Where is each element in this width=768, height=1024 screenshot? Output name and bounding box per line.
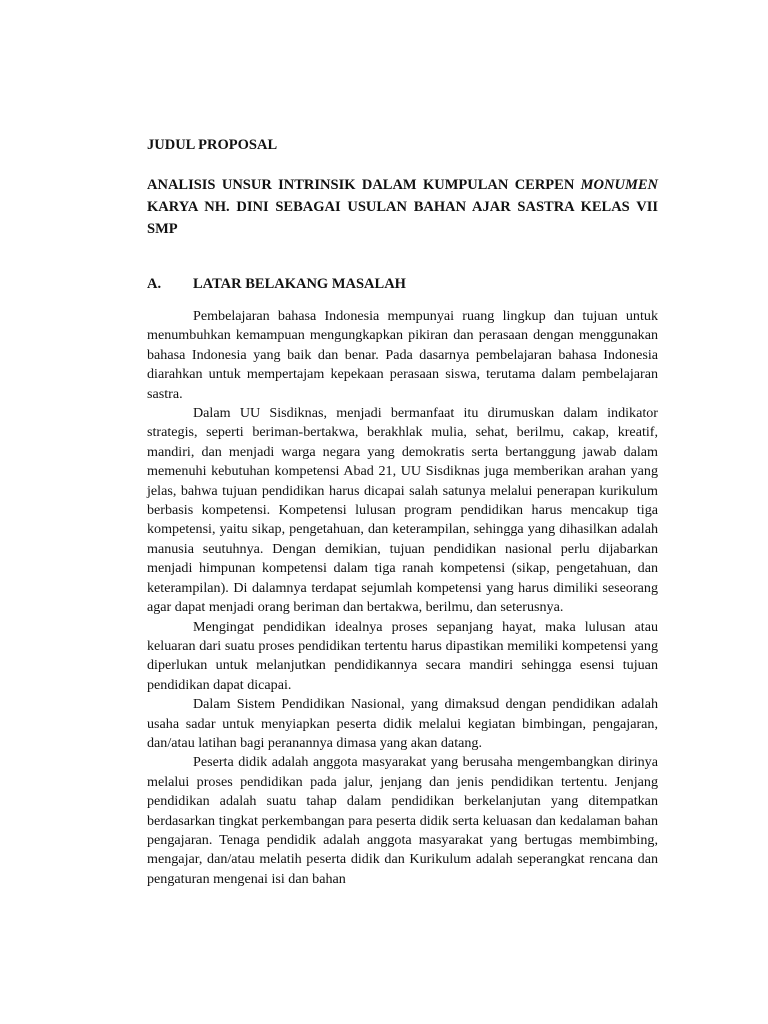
body-paragraph: Dalam UU Sisdiknas, menjadi bermanfaat itu dirumuskan dalam indikator strategis, seperti beriman-bertakwa, berakhlak mulia, sehat, berilmu, cakap, kreatif, mandiri, dan menjadi warga negara yang demokratis serta bertanggung jawab dalam memenuhi kebutuhan kompetensi Abad 21, UU Sisdiknas juga memberikan arahan yang jelas, bahwa tujuan pendidikan harus dicapai salah satunya melalui penerapan kurikulum berbasis kompetensi. Kompetensi lulusan program pendidikan harus mencakup tiga kompetensi, yaitu sikap, pengetahuan, dan keterampilan, sehingga yang dihasilkan adalah manusia seutuhnya. Dengan demikian, tujuan pendidikan nasional perlu dijabarkan menjadi himpunan kompetensi dalam tiga ranah kompetensi (sikap, pengetahuan, dan keterampilan). Di dalamnya terdapat sejumlah kompetensi yang harus dimiliki seseorang agar dapat menjadi orang beriman dan bertakwa, berilmu, dan seterusnya.	[147, 405, 658, 616]
document-page	[147, 136, 658, 889]
body-paragraph: Peserta didik adalah anggota masyarakat yang berusaha mengembangkan dirinya melalui proses pendidikan pada jalur, jenjang dan jenis pendidikan tertentu. Jenjang pendidikan adalah suatu tahap dalam pendidikan berkelanjutan yang ditempatkan berdasarkan tingkat perkembangan para peserta didik serta keluasan dan kedalaman bahan pengajaran. Tenaga pendidik adalah anggota masyarakat yang bertugas membimbing, mengajar, dan/atau melatih peserta didik dan Kurikulum adalah seperangkat rencana dan pengaturan mengenai isi dan bahan	[147, 754, 658, 887]
section-title: LATAR BELAKANG MASALAH	[193, 276, 406, 292]
title-text-part-1: ANALISIS UNSUR INTRINSIK DALAM KUMPULAN CERPEN	[147, 177, 581, 193]
title-italic-work: MONUMEN	[580, 177, 658, 193]
proposal-title	[147, 174, 658, 240]
body-paragraph: Pembelajaran bahasa Indonesia mempunyai ruang lingkup dan tujuan untuk menumbuhkan kemampuan mengungkapkan pikiran dan perasaan dengan menggunakan bahasa Indonesia yang baik dan benar. Pada dasarnya pembelajaran bahasa Indonesia diarahkan untuk mempertajam kepekaan perasaan siswa, terutama dalam pembelajaran sastra.	[147, 308, 658, 402]
section-number: A.	[147, 276, 162, 292]
proposal-label: JUDUL PROPOSAL	[147, 137, 278, 153]
body-paragraph: Mengingat pendidikan idealnya proses sepanjang hayat, maka lulusan atau keluaran dari suatu proses pendidikan tertentu harus dipastikan memiliki kompetensi yang diperlukan untuk melanjutkan pendidikannya secara mandiri sehingga esensi tujuan pendidikan dapat dicapai.	[147, 618, 658, 693]
section-heading	[147, 274, 658, 294]
title-text-part-2: KARYA NH. DINI SEBAGAI USULAN BAHAN AJAR SASTRA KELAS VII SMP	[147, 199, 658, 237]
body-paragraph: Dalam Sistem Pendidikan Nasional, yang dimaksud dengan pendidikan adalah usaha sadar untuk menyiapkan peserta didik melalui kegiatan bimbingan, pengajaran, dan/atau latihan bagi peranannya dimasa yang akan datang.	[147, 696, 658, 751]
